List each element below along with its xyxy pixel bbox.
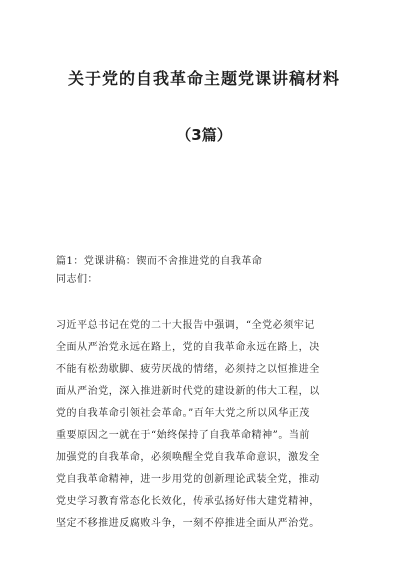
paragraph-line: 不能有松劲歇脚、疲劳厌战的情绪，必须持之以恒推进全 <box>56 364 320 375</box>
document-subtitle: （3篇） <box>176 126 232 144</box>
paragraph-line: 党史学习教育常态化长效化，传承弘扬好伟大建党精神， <box>56 496 320 507</box>
paragraph-line: 党自我革命精神，进一步用党的创新理论武装全党，推动 <box>56 474 320 485</box>
paragraph-line: 加强党的自我革命，必须唤醒全党自我革命意识，激发全 <box>56 452 320 463</box>
paragraph-line: 重要原因之一就在于“始终保持了自我革命精神”。当前 <box>56 430 310 441</box>
paragraph-line: 面从严治党，深入推进新时代党的建设新的伟大工程，以 <box>56 386 320 397</box>
salutation: 同志们： <box>56 274 98 285</box>
paragraph-line: 坚定不移推进反腐败斗争，一刻不停推进全面从严治党。 <box>56 518 320 529</box>
paragraph-line: 习近平总书记在党的二十大报告中强调，“全党必须牢记 <box>56 320 315 331</box>
document-title: 关于党的自我革命主题党课讲稿材料 <box>67 69 340 88</box>
paragraph-line: 党的自我革命引领社会革命。”百年大党之所以风华正茂 <box>56 408 310 419</box>
section-heading: 篇1：党课讲稿：锲而不舍推进党的自我革命 <box>56 256 263 267</box>
paragraph-line: 全面从严治党永远在路上，党的自我革命永远在路上，决 <box>56 342 320 353</box>
